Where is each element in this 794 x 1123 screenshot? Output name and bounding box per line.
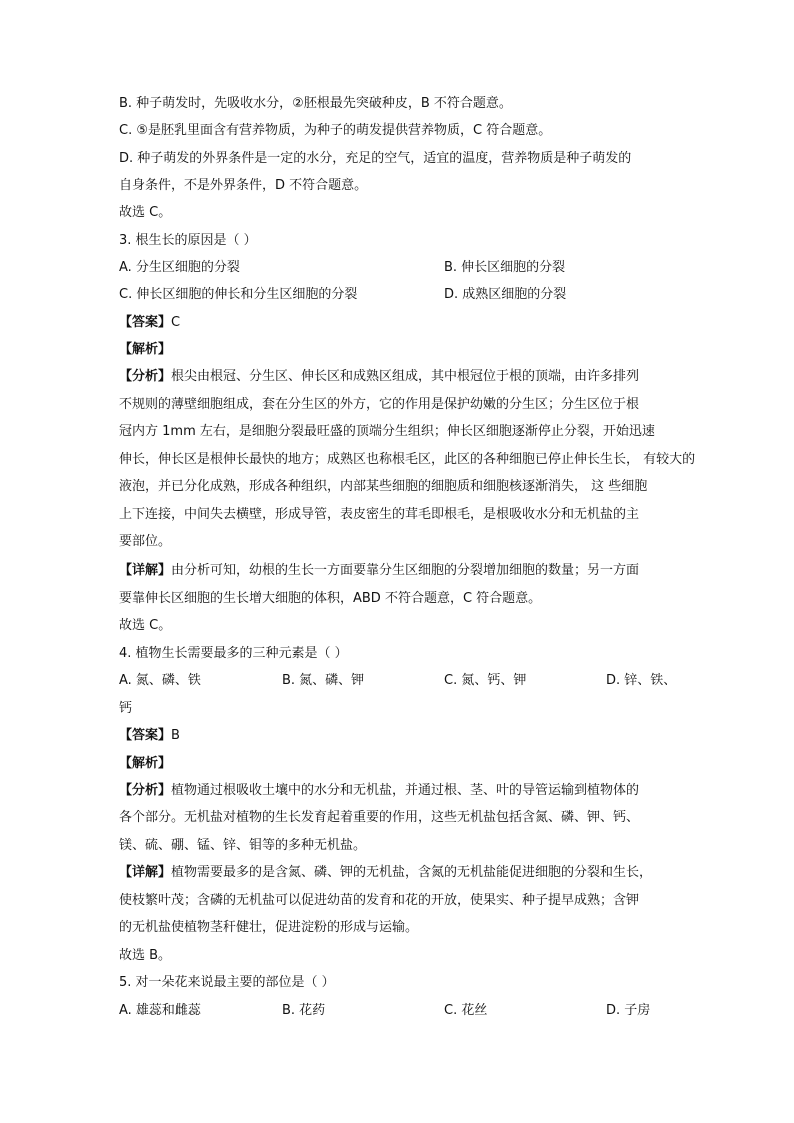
q3-xiangjie-line-1 [119,562,639,580]
xiangjie-tag: 【详解】 [119,563,172,578]
q2-option-c-analysis: C. ⑤是胚乳里面含有营养物质，为种子的萌发提供营养物质，C 符合题意。 [119,123,552,138]
answer-value: C [171,315,181,330]
q3-fenxi-line-4: 伸长，伸长区是根伸长最快的地方；成熟区也称根毛区，此区的各种细胞已停止伸长生长， 有较大的 [119,452,696,467]
q3-answer [119,314,180,332]
q2-conclusion: 故选 C。 [119,205,172,220]
q3-fenxi-line-3: 冠内方 1mm 左右，是细胞分裂最旺盛的顶端分生组织；伸长区细胞逐渐停止分裂，开始迅速 [119,424,655,439]
q3-option-a: A. 分生区细胞的分裂 [119,260,240,275]
q3-question: 3. 根生长的原因是（ ） [119,233,257,248]
q2-option-d-analysis-1: D. 种子萌发的外界条件是一定的水分，充足的空气，适宜的温度，营养物质是种子萌发的 [119,151,632,166]
q4-fenxi-line-3: 镁、硫、硼、锰、锌、钼等的多种无机盐。 [119,838,367,853]
q3-fenxi-line-7: 要部位。 [119,534,172,549]
q4-option-c: C. 氮、钙、钾 [444,673,527,688]
q3-option-b: B. 伸长区细胞的分裂 [444,260,566,275]
q4-fenxi-line-2: 各个部分。无机盐对植物的生长发育起着重要的作用，这些无机盐包括含氮、磷、钾、钙、 [119,810,640,825]
q5-option-d: D. 子房 [606,1003,651,1018]
q3-fenxi-line-1 [119,368,639,386]
q5-question: 5. 对一朵花来说最主要的部位是（ ） [119,975,335,990]
q3-conclusion: 故选 C。 [119,618,172,633]
q5-option-a: A. 雄蕊和雌蕊 [119,1003,201,1018]
fenxi-tag: 【分析】 [119,369,172,384]
q4-option-b: B. 氮、磷、钾 [282,673,365,688]
xiangjie-text: 植物需要最多的是含氮、磷、钾的无机盐，含氮的无机盐能促进细胞的分裂和生长， [171,865,653,880]
q3-jiexi-heading: 【解析】 [119,342,172,357]
q4-xiangjie-line-3: 的无机盐使植物茎秆健壮，促进淀粉的形成与运输。 [119,920,419,935]
q4-option-d-wrap: 钙 [119,701,133,716]
q3-fenxi-line-5: 液泡，并已分化成熟，形成各种组织，内部某些细胞的细胞质和细胞核逐渐消失， 这 些细胞 [119,479,648,494]
q4-answer [119,727,180,745]
q4-option-d: D. 锌、铁、 [606,673,677,688]
answer-value: B [171,728,180,743]
q3-fenxi-line-6: 上下连接，中间失去横壁，形成导管，表皮密生的茸毛即根毛，是根吸收水分和无机盐的主 [119,507,640,522]
xiangjie-text: 由分析可知，幼根的生长一方面要靠分生区细胞的分裂增加细胞的数量；另一方面 [171,563,640,578]
fenxi-text: 根尖由根冠、分生区、伸长区和成熟区组成，其中根冠位于根的顶端，由许多排列 [171,369,640,384]
q3-xiangjie-line-2: 要靠伸长区细胞的生长增大细胞的体积，ABD 不符合题意，C 符合题意。 [119,591,542,606]
q4-xiangjie-line-1 [119,864,652,882]
q4-fenxi-line-1 [119,782,639,800]
xiangjie-tag: 【详解】 [119,865,172,880]
q5-option-b: B. 花药 [282,1003,326,1018]
q4-xiangjie-line-2: 使枝繁叶茂；含磷的无机盐可以促进幼苗的发育和花的开放，使果实、种子提早成熟；含钾 [119,893,640,908]
q3-option-d: D. 成熟区细胞的分裂 [444,287,567,302]
answer-tag: 【答案】 [119,728,172,743]
fenxi-tag: 【分析】 [119,783,172,798]
q5-option-c: C. 花丝 [444,1003,488,1018]
q2-option-d-analysis-2: 自身条件，不是外界条件，D 不符合题意。 [119,178,368,193]
q4-option-a: A. 氮、磷、铁 [119,673,201,688]
q3-option-c: C. 伸长区细胞的伸长和分生区细胞的分裂 [119,287,358,302]
q4-jiexi-heading: 【解析】 [119,756,172,771]
q4-question: 4. 植物生长需要最多的三种元素是（ ） [119,646,348,661]
q2-option-b-analysis: B. 种子萌发时，先吸收水分，②胚根最先突破种皮，B 不符合题意。 [119,96,512,111]
answer-tag: 【答案】 [119,315,172,330]
fenxi-text: 植物通过根吸收土壤中的水分和无机盐，并通过根、茎、叶的导管运输到植物体的 [171,783,640,798]
q4-conclusion: 故选 B。 [119,948,172,963]
q3-fenxi-line-2: 不规则的薄壁细胞组成，套在分生区的外方，它的作用是保护幼嫩的分生区；分生区位于根 [119,397,640,412]
